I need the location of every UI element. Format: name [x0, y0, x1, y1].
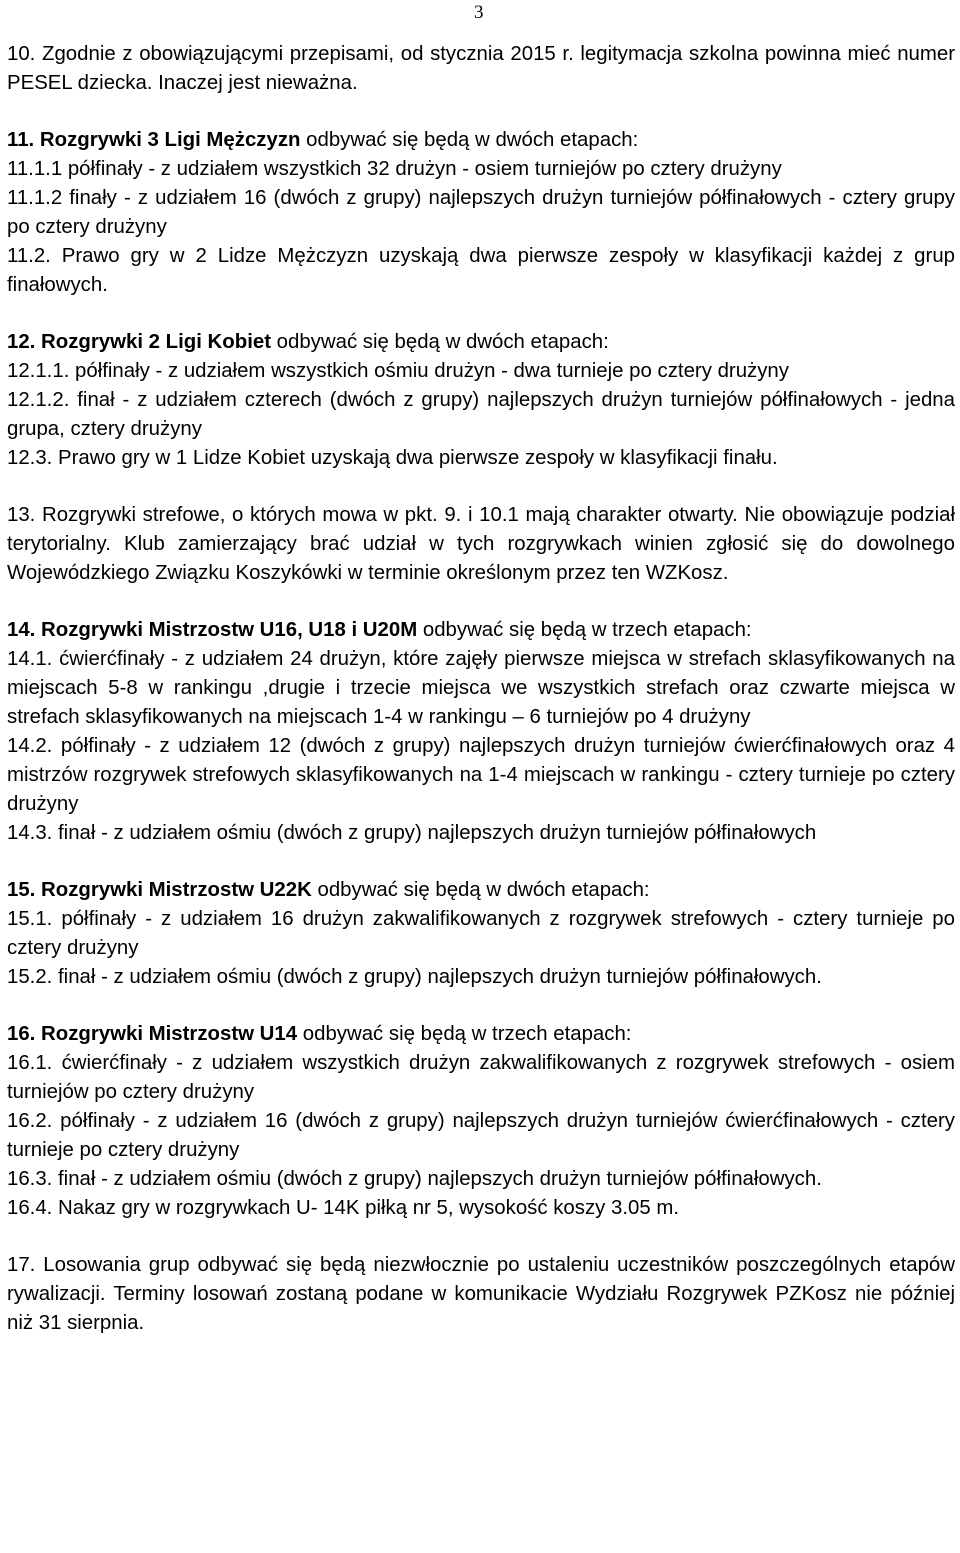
- section-14-heading: [7, 616, 955, 645]
- section-11-title-rest: odbywać się będą w dwóch etapach:: [300, 129, 639, 151]
- section-11-1-2: 11.1.2 finały - z udziałem 16 (dwóch z grupy) najlepszych drużyn turniejów półfinałowych - cztery grupy po cztery drużyny: [7, 187, 955, 238]
- section-17: 17. Losowania grup odbywać się będą niezwłocznie po ustaleniu uczestników poszczególnych etapów rywalizacji. Terminy losowań zostaną podane w komunikacie Wydziału Rozgrywek PZKosz nie później niż 31 sierpnia.: [7, 1254, 955, 1334]
- section-15-heading: [7, 876, 955, 905]
- section-14-title-rest: odbywać się będą w trzech etapach:: [417, 619, 752, 641]
- section-15-2: 15.2. finał - z udziałem ośmiu (dwóch z grupy) najlepszych drużyn turniejów półfinałowych.: [7, 966, 822, 988]
- spacer: [7, 992, 955, 1020]
- section-15-title-rest: odbywać się będą w dwóch etapach:: [311, 879, 650, 901]
- section-12-3: 12.3. Prawo gry w 1 Lidze Kobiet uzyskają dwa pierwsze zespoły w klasyfikacji finału.: [7, 447, 778, 469]
- section-11-heading: [7, 126, 955, 155]
- spacer: [7, 588, 955, 616]
- section-15-1: 15.1. półfinały - z udziałem 16 drużyn zakwalifikowanych z rozgrywek strefowych - cztery turnieje po cztery drużyny: [7, 908, 955, 959]
- spacer: [7, 98, 955, 126]
- spacer: [7, 848, 955, 876]
- section-14-2: 14.2. półfinały - z udziałem 12 (dwóch z grupy) najlepszych drużyn turniejów ćwierćfinałowych oraz 4 mistrzów rozgrywek strefowych sklasyfikowanych na 1-4 miejscach w rankingu - cztery turnieje po cztery drużyny: [7, 735, 955, 815]
- section-14-1: 14.1. ćwierćfinały - z udziałem 24 drużyn, które zajęły pierwsze miejsca w strefach sklasyfikowanych na miejscach 5-8 w rankingu ,drugie i trzecie miejsca we wszystkich strefach oraz czwarte miejsca w strefach sklasyfikowanych na miejscach 1-4 w rankingu – 6 turniejów po 4 drużyny: [7, 648, 955, 728]
- section-15-title: 15. Rozgrywki Mistrzostw U22K: [7, 879, 312, 901]
- section-16-heading: [7, 1020, 955, 1049]
- section-11-title: 11. Rozgrywki 3 Ligi Mężczyzn: [7, 129, 301, 151]
- page-number: 3: [474, 2, 484, 23]
- section-16-3: 16.3. finał - z udziałem ośmiu (dwóch z grupy) najlepszych drużyn turniejów półfinałowych.: [7, 1168, 822, 1190]
- section-12-1-2: 12.1.2. finał - z udziałem czterech (dwóch z grupy) najlepszych drużyn turniejów półfinałowych - jedna grupa, cztery drużyny: [7, 389, 955, 440]
- section-13: 13. Rozgrywki strefowe, o których mowa w pkt. 9. i 10.1 mają charakter otwarty. Nie obowiązuje podział terytorialny. Klub zamierzający brać udział w tych rozgrywkach winien zgłosić się do dowolnego Wojewódzkiego Związku Koszykówki w terminie określonym przez ten WZKosz.: [7, 504, 955, 584]
- spacer: [7, 1223, 955, 1251]
- section-16-2: 16.2. półfinały - z udziałem 16 (dwóch z grupy) najlepszych drużyn turniejów ćwierćfinałowych - cztery turnieje po cztery drużyny: [7, 1110, 955, 1161]
- section-12-title: 12. Rozgrywki 2 Ligi Kobiet: [7, 331, 271, 353]
- section-10: 10. Zgodnie z obowiązującymi przepisami, od stycznia 2015 r. legitymacja szkolna powinna mieć numer PESEL dziecka. Inaczej jest nieważna.: [7, 43, 955, 94]
- section-16-4: 16.4. Nakaz gry w rozgrywkach U- 14K piłką nr 5, wysokość koszy 3.05 m.: [7, 1197, 680, 1219]
- document-body: [7, 40, 955, 1338]
- section-12-title-rest: odbywać się będą w dwóch etapach:: [271, 331, 609, 353]
- section-11-2: 11.2. Prawo gry w 2 Lidze Mężczyzn uzyskają dwa pierwsze zespoły w klasyfikacji każdej z grup finałowych.: [7, 245, 955, 296]
- section-11-1-1: 11.1.1 półfinały - z udziałem wszystkich 32 drużyn - osiem turniejów po cztery drużyny: [7, 158, 782, 180]
- section-16-1: 16.1. ćwierćfinały - z udziałem wszystkich drużyn zakwalifikowanych z rozgrywek strefowych - osiem turniejów po cztery drużyny: [7, 1052, 955, 1103]
- section-14-3: 14.3. finał - z udziałem ośmiu (dwóch z grupy) najlepszych drużyn turniejów półfinałowych: [7, 822, 817, 844]
- section-12-heading: [7, 328, 955, 357]
- spacer: [7, 473, 955, 501]
- section-12-1-1: 12.1.1. półfinały - z udziałem wszystkich ośmiu drużyn - dwa turnieje po cztery drużyny: [7, 360, 789, 382]
- section-14-title: 14. Rozgrywki Mistrzostw U16, U18 i U20M: [7, 619, 418, 641]
- spacer: [7, 300, 955, 328]
- section-16-title-rest: odbywać się będą w trzech etapach:: [297, 1023, 632, 1045]
- section-16-title: 16. Rozgrywki Mistrzostw U14: [7, 1023, 298, 1045]
